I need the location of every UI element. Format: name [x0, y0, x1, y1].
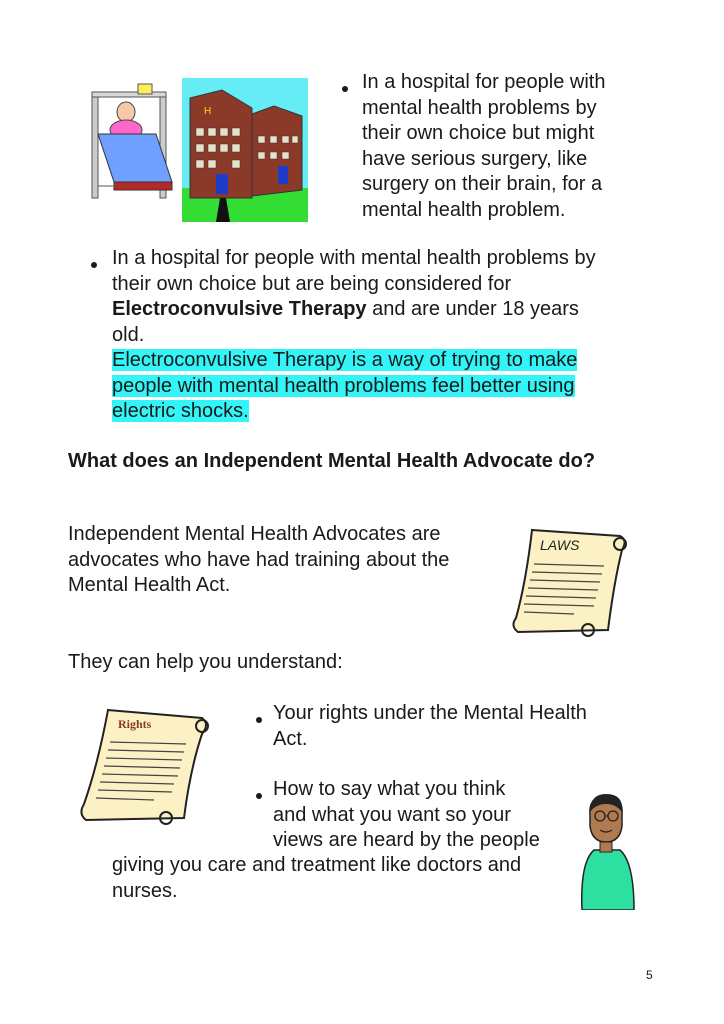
text-line: Independent Mental Health Advocates are	[68, 523, 441, 545]
highlighted-text: electric shocks.	[112, 400, 249, 422]
text-line: old.	[112, 323, 145, 346]
section-heading: What does an Independent Mental Health Advocate do?	[68, 450, 596, 472]
text-line: advocates who have had training about the	[68, 548, 450, 571]
scroll-title: Rights	[118, 717, 152, 731]
text-line: Mental Health Act.	[68, 574, 231, 596]
highlighted-text: Electroconvulsive Therapy is a way of trying to make	[112, 349, 578, 371]
highlight-line	[112, 374, 672, 400]
text-span: and are under 18 years	[366, 298, 579, 320]
bold-term: Electroconvulsive Therapy	[112, 298, 367, 320]
bullet-dot	[342, 86, 348, 92]
list-item-views-continuation	[112, 853, 582, 904]
rights-scroll-icon	[74, 704, 214, 828]
text-line: their own choice but are being considered for	[112, 272, 512, 295]
page-number: 5	[646, 968, 653, 982]
scroll-title: LAWS	[540, 537, 580, 553]
text-line: nurses.	[112, 879, 178, 902]
hospital-building-illustration	[182, 78, 308, 222]
text-line: Your rights under the Mental Health	[273, 702, 587, 724]
list-item-views	[273, 777, 593, 854]
hospital-bed-illustration	[88, 82, 180, 204]
list-item-rights	[273, 701, 653, 752]
text-line: mental health problems by	[362, 96, 597, 119]
bullet2-text	[112, 246, 672, 425]
text-line	[112, 297, 672, 323]
text-line: have serious surgery, like	[362, 147, 588, 170]
highlighted-text: people with mental health problems feel better using	[112, 374, 575, 397]
help-intro-text: They can help you understand:	[68, 651, 343, 673]
highlight-line	[112, 399, 672, 425]
text-line: mental health problem.	[362, 198, 566, 221]
bullet-dot	[256, 717, 262, 723]
text-line: How to say what you think	[273, 778, 506, 800]
text-line: In a hospital for people with	[362, 71, 606, 93]
text-line: and what you want so your	[273, 803, 511, 826]
text-line: views are heard by the people	[273, 829, 540, 851]
text-line: giving you care and treatment like doctors and	[112, 854, 522, 876]
svg-text:H: H	[204, 106, 212, 117]
text-line: surgery on their brain, for a	[362, 173, 603, 195]
person-illustration	[580, 792, 636, 910]
bullet1-text	[362, 70, 662, 223]
laws-scroll-icon	[504, 522, 632, 640]
bullet-dot	[91, 262, 97, 268]
bullet-dot	[256, 793, 262, 799]
text-line: Act.	[273, 727, 308, 750]
highlight-line	[112, 348, 672, 374]
intro-paragraph	[68, 522, 508, 599]
text-line: their own choice but might	[362, 122, 595, 144]
text-line: In a hospital for people with mental health problems by	[112, 247, 596, 269]
